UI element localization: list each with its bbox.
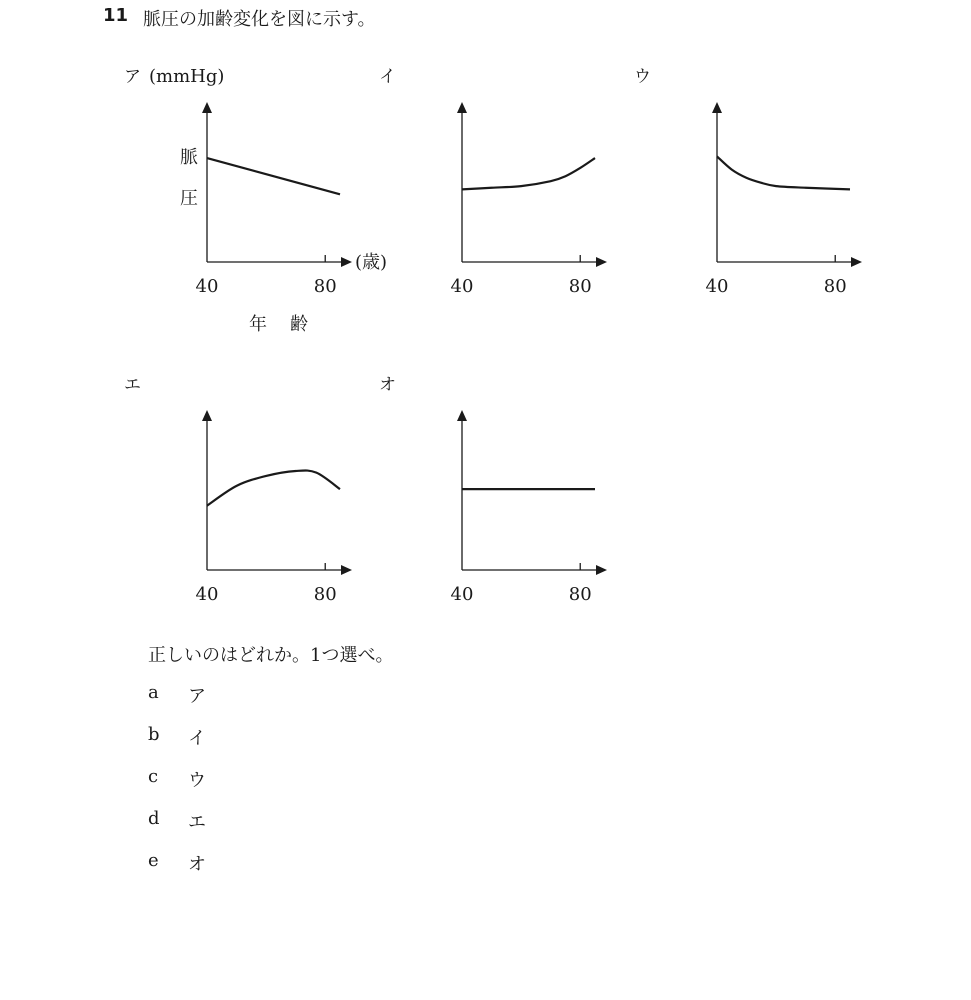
x-tick-label: 40	[450, 584, 474, 605]
x-axis-arrow	[341, 257, 352, 267]
choice-text: ウ	[188, 770, 206, 791]
y-axis-arrow	[712, 102, 722, 113]
choice-letter: e	[148, 850, 159, 871]
choice-letter: c	[148, 766, 159, 787]
x-tick-label: 80	[823, 276, 847, 297]
panel-label: エ	[124, 375, 141, 395]
question-text: 脈圧の加齢変化を図に示す。	[143, 9, 376, 30]
x-tick-label: 80	[313, 584, 337, 605]
x-axis-arrow	[596, 565, 607, 575]
y-axis-arrow	[202, 102, 212, 113]
y-unit-label: (mmHg)	[149, 66, 225, 87]
choice-c[interactable]	[148, 766, 206, 808]
x-tick-label: 40	[195, 276, 219, 297]
x-tick-label: 80	[568, 276, 592, 297]
choice-text: イ	[188, 728, 206, 749]
choice-letter: b	[148, 724, 160, 745]
choice-text: ア	[188, 686, 206, 707]
x-axis-label: 齢	[290, 314, 308, 335]
question-prompt: 正しいのはどれか。1つ選べ。	[148, 645, 394, 666]
x-tick-label: 40	[705, 276, 729, 297]
pulse-pressure-curve	[207, 470, 340, 505]
answer-choices	[148, 682, 206, 892]
choice-b[interactable]	[148, 724, 206, 766]
choice-e[interactable]	[148, 850, 206, 892]
x-tick-label: 40	[450, 276, 474, 297]
panel-label: ウ	[634, 67, 651, 87]
x-tick-label: 80	[313, 276, 337, 297]
x-axis-arrow	[851, 257, 862, 267]
y-axis-arrow	[202, 410, 212, 421]
pulse-pressure-curve	[717, 156, 850, 189]
choice-letter: d	[148, 808, 160, 829]
choice-a[interactable]	[148, 682, 206, 724]
x-axis-arrow	[596, 257, 607, 267]
choice-text: オ	[188, 854, 206, 875]
y-axis-label: 脈	[180, 147, 198, 168]
x-axis-arrow	[341, 565, 352, 575]
x-tick-label: 40	[195, 584, 219, 605]
y-axis-label: 圧	[180, 188, 198, 209]
panel-label: ア	[124, 67, 141, 87]
x-unit-label: (歳)	[355, 252, 388, 273]
y-axis-arrow	[457, 410, 467, 421]
choice-letter: a	[148, 682, 159, 703]
panel-label: オ	[379, 375, 396, 395]
pulse-pressure-curve	[207, 158, 340, 194]
choice-text: エ	[188, 812, 206, 833]
x-axis-label: 年	[249, 314, 267, 335]
question-number: 11	[103, 5, 129, 26]
y-axis-arrow	[457, 102, 467, 113]
choice-d[interactable]	[148, 808, 206, 850]
pulse-pressure-curve	[462, 158, 595, 189]
panel-label: イ	[379, 67, 396, 87]
x-tick-label: 80	[568, 584, 592, 605]
